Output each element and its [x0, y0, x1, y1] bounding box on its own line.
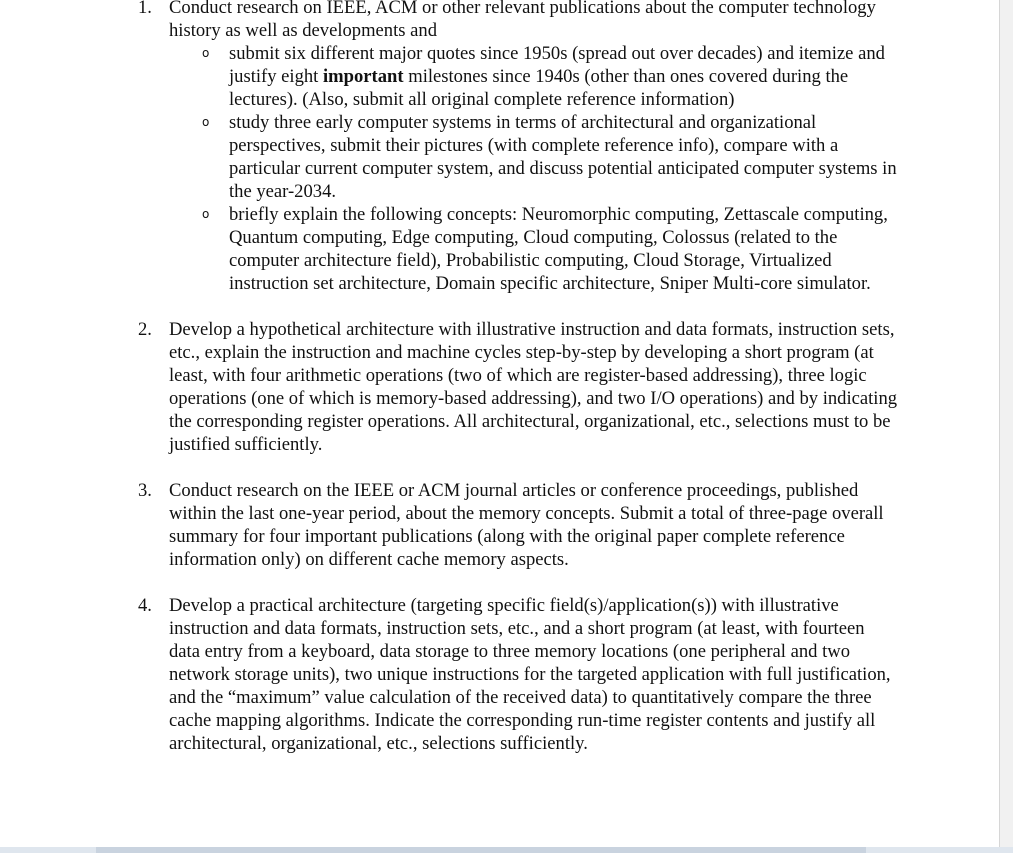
- item-text: Develop a practical architecture (targeting specific field(s)/application(s)) with illustrative instruction and data formats, instruction sets, etc., and a short program (at least, with fourteen data entry from a keyboard, data storage to three memory locations (one peripheral and two network storage units), two unique instructions for the targeted application with full justification, and the “maximum” value calculation of the received data) to quantitatively compare the three cache mapping algorithms. Indicate the corresponding run-time register contents and justify all architectural, organizational, etc., selections sufficiently.: [169, 595, 891, 754]
- item-number: 4.: [138, 595, 152, 616]
- sub-item-text-before: submit six different major quotes since 1950s (spread out over decades) and itemize and justify eight: [229, 43, 885, 87]
- item-text: Conduct research on the IEEE or ACM journal articles or conference proceedings, published within the last one-year period, about the memory concepts. Submit a total of three-page overall summary for four important publications (along with the original paper complete reference information only) on different cache memory aspects.: [169, 480, 884, 570]
- sub-item-early-systems: [169, 111, 898, 203]
- sub-item-text: study three early computer systems in terms of architectural and organizational perspectives, submit their pictures (with complete reference info), compare with a particular current computer system, and discuss potential anticipated computer systems in the year-2034.: [229, 112, 897, 202]
- bullet-icon: o: [202, 207, 210, 221]
- item-number: 2.: [138, 319, 152, 340]
- item-number: 1.: [138, 0, 152, 18]
- list-item-2: [138, 318, 898, 456]
- emphasis-text: important: [323, 66, 404, 87]
- bullet-icon: o: [202, 115, 210, 129]
- vertical-scrollbar[interactable]: [999, 0, 1013, 853]
- sub-item-concepts: [169, 203, 898, 295]
- assignment-list: [138, 0, 898, 755]
- sub-item-text: briefly explain the following concepts: Neuromorphic computing, Zettascale computing, Quantum computing, Edge computing, Cloud computing, Colossus (related to the computer architecture field), Probabilistic computing, Cloud Storage, Virtualized instruction set architecture, Domain specific architecture, Sniper Multi-core simulator.: [229, 204, 888, 294]
- bullet-icon: o: [202, 46, 210, 60]
- sub-list: [169, 42, 898, 295]
- list-item-1: [138, 0, 898, 295]
- list-item-3: [138, 479, 898, 571]
- sub-item-quotes: [169, 42, 898, 111]
- item-number: 3.: [138, 480, 152, 501]
- item-text: Develop a hypothetical architecture with illustrative instruction and data formats, instruction sets, etc., explain the instruction and machine cycles step-by-step by developing a short program (at least, with four arithmetic operations (two of which are register-based addressing), three logic operations (one of which is memory-based addressing), and two I/O operations) and by indicating the corresponding register operations. All architectural, organizational, etc., selections must to be justified sufficiently.: [169, 319, 898, 455]
- horizontal-scrollbar[interactable]: [0, 847, 1013, 853]
- list-item-4: [138, 594, 898, 755]
- sub-item-text-after: milestones since 1940s (other than ones covered during the lectures). (Also, submit all original complete reference information): [229, 66, 849, 110]
- item-text: Conduct research on IEEE, ACM or other relevant publications about the computer technology history as well as developments and: [169, 0, 876, 41]
- scrollbar-thumb[interactable]: [96, 847, 866, 853]
